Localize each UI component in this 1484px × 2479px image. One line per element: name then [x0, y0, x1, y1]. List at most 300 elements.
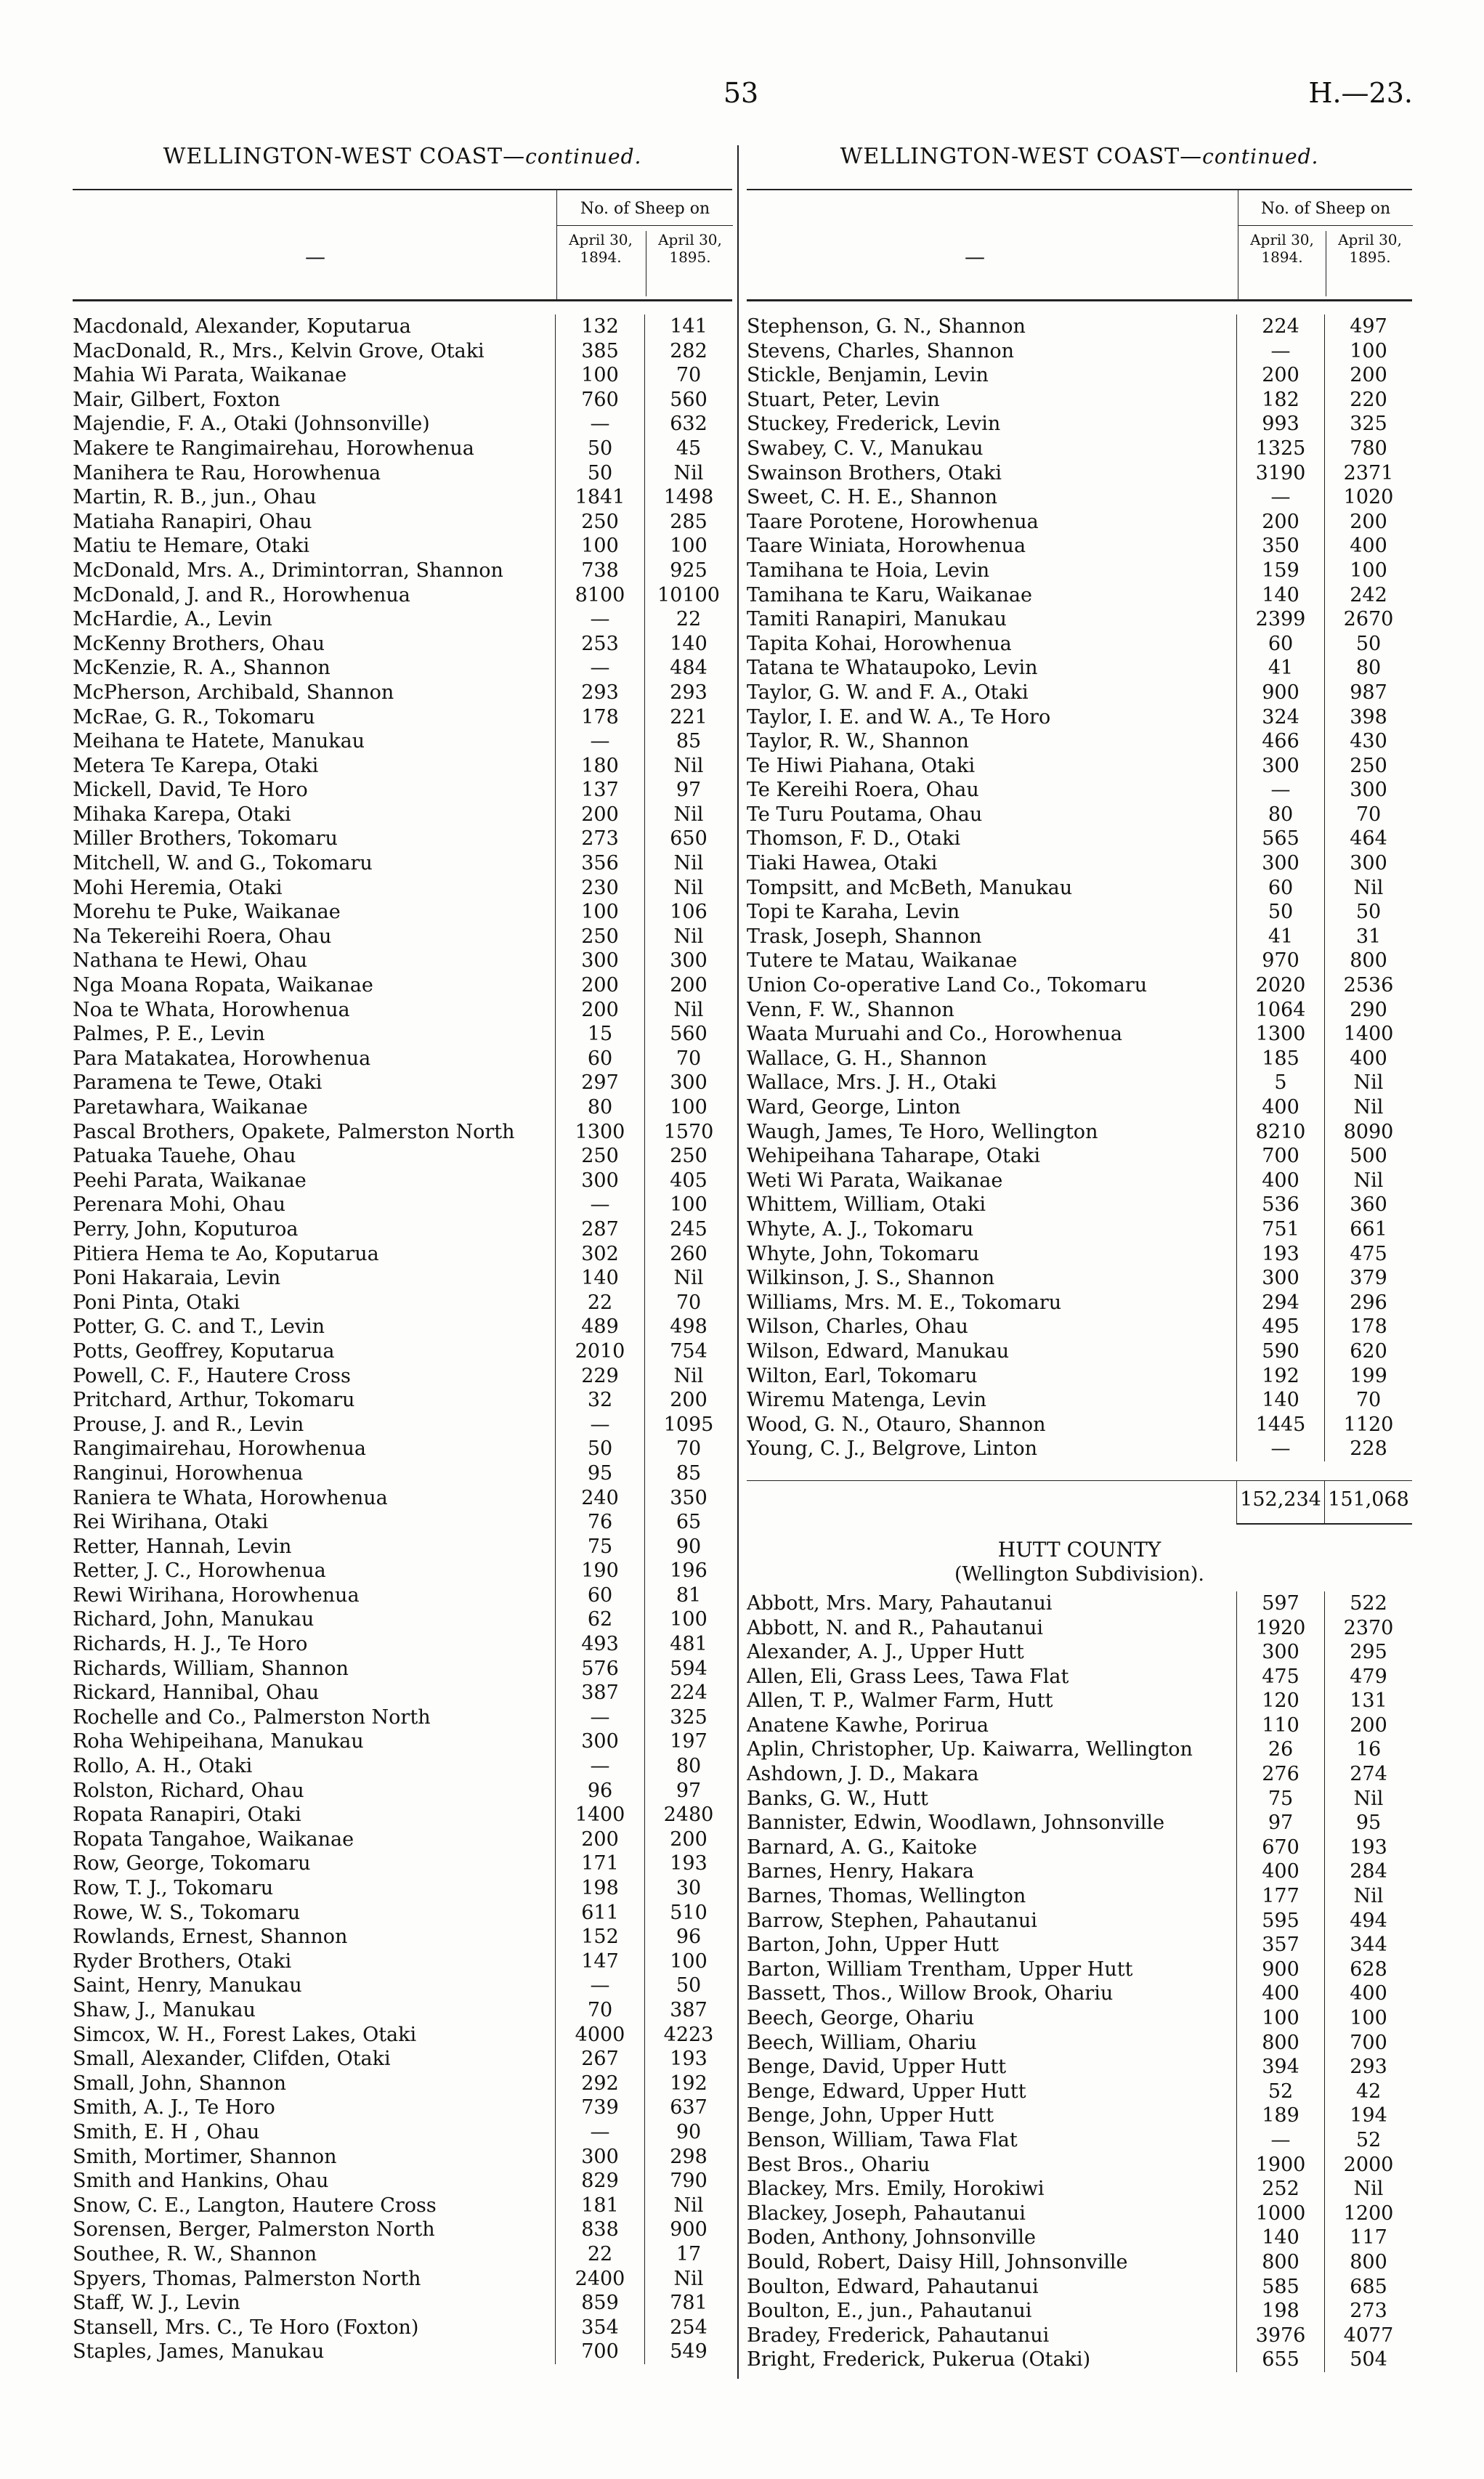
table-row [747, 1811, 1412, 1835]
owner-name: Tamihana te Hoia, Levin [747, 559, 990, 582]
table-row [747, 1022, 1412, 1047]
sheep-1895: 80 [1324, 656, 1412, 681]
owner-name: Thomson, F. D., Otaki [747, 827, 961, 851]
sheep-1895: 484 [644, 656, 732, 681]
table-row [747, 1047, 1412, 1071]
sheep-1894: — [1236, 2128, 1324, 2153]
sheep-1895: Nil [644, 998, 732, 1023]
owner-name: Benge, David, Upper Hutt [747, 2056, 1007, 2079]
sheep-1895: 245 [644, 1217, 732, 1242]
owner-name: Stickle, Benjamin, Levin [747, 364, 989, 387]
owner-name: Richards, H. J., Te Horo [73, 1633, 308, 1656]
table-row [73, 1705, 732, 1730]
sheep-1895: 498 [644, 1315, 732, 1339]
owner-name: Rollo, A. H., Otaki [73, 1755, 253, 1778]
sheep-1895: 504 [1324, 2348, 1412, 2372]
table-row [747, 607, 1412, 632]
owner-name: Bould, Robert, Daisy Hill, Johnsonville [747, 2250, 1128, 2273]
table-row [747, 2153, 1412, 2178]
sheep-1894: 70 [555, 1998, 644, 2023]
sheep-1895: 754 [644, 1339, 732, 1364]
table-row [73, 2169, 732, 2194]
table-row [73, 754, 732, 779]
sheep-1895: 594 [644, 1657, 732, 1681]
owner-name: Retter, Hannah, Levin [73, 1535, 292, 1558]
sheep-1895: 85 [644, 729, 732, 754]
sheep-1895: 97 [644, 1779, 732, 1804]
sheep-1895: 221 [644, 705, 732, 730]
owner-name: Te Turu Poutama, Ohau [747, 803, 983, 826]
left-sheep-label: No. of Sheep on [557, 198, 733, 226]
owner-name: Majendie, F. A., Otaki (Johnsonville) [73, 413, 430, 436]
sheep-1894: 276 [1236, 1762, 1324, 1787]
table-row [73, 973, 732, 998]
table-row [747, 1981, 1412, 2006]
table-row [747, 1787, 1412, 1811]
owner-name: Te Kereihi Roera, Ohau [747, 779, 979, 802]
sheep-1895: 293 [1324, 2055, 1412, 2080]
owner-name: Patuaka Tauehe, Ohau [73, 1145, 296, 1168]
table-row [747, 1737, 1412, 1762]
left-title-main: WELLINGTON-WEST COAST— [163, 144, 526, 169]
sheep-1894: 140 [555, 1266, 644, 1291]
right-title-main: WELLINGTON-WEST COAST— [840, 144, 1203, 169]
sheep-1894: 300 [1236, 1640, 1324, 1665]
sheep-1894: 293 [555, 681, 644, 705]
sheep-1895: 387 [644, 1998, 732, 2023]
sheep-1895: 400 [1324, 1047, 1412, 1071]
sheep-1895: 481 [644, 1632, 732, 1657]
sheep-1894: 4000 [555, 2023, 644, 2048]
owner-name: Mihaka Karepa, Otaki [73, 803, 291, 826]
table-row [747, 1217, 1412, 1242]
owner-name: Tompsitt, and McBeth, Manukau [747, 876, 1073, 899]
sheep-1895: 273 [1324, 2299, 1412, 2324]
sheep-1894: 200 [555, 1827, 644, 1852]
sheep-1894: 5 [1236, 1071, 1324, 1095]
owner-name: Benge, Edward, Upper Hutt [747, 2080, 1026, 2103]
sheep-1894: 800 [1236, 2250, 1324, 2275]
sheep-1894: 75 [555, 1535, 644, 1559]
sheep-1894: 110 [1236, 1713, 1324, 1738]
sheep-1895: 560 [644, 388, 732, 413]
sheep-1895: 140 [644, 632, 732, 657]
sheep-1894: 250 [555, 1144, 644, 1169]
sheep-1895: 193 [644, 1851, 732, 1876]
sheep-1895: 193 [644, 2047, 732, 2072]
sheep-1895: 620 [1324, 1339, 1412, 1364]
table-row [73, 2194, 732, 2218]
owner-name: Mickell, David, Te Horo [73, 779, 308, 802]
sheep-1894: 267 [555, 2047, 644, 2072]
owner-name: Tamihana te Karu, Waikanae [747, 583, 1033, 606]
sheep-1894: — [555, 1413, 644, 1437]
table-row [73, 1339, 732, 1364]
sheep-1894: 250 [555, 510, 644, 535]
owner-name: Peehi Parata, Waikanae [73, 1169, 307, 1192]
owner-name: Sorensen, Berger, Palmerston North [73, 2218, 435, 2241]
sheep-1894: 95 [555, 1461, 644, 1486]
table-row [747, 949, 1412, 973]
owner-name: Matiaha Ranapiri, Ohau [73, 510, 312, 533]
table-row [73, 1949, 732, 1974]
sheep-1895: 200 [644, 1388, 732, 1413]
owner-name: Waata Muruahi and Co., Horowhenua [747, 1023, 1123, 1046]
table-row [747, 656, 1412, 681]
right-column [747, 142, 1412, 2372]
sheep-1895: 379 [1324, 1266, 1412, 1291]
sheep-1894: 178 [555, 705, 644, 730]
owner-name: McDonald, J. and R., Horowhenua [73, 583, 410, 606]
sheep-1895: 900 [644, 2218, 732, 2242]
sheep-1894: 350 [1236, 534, 1324, 559]
table-row [73, 1217, 732, 1242]
owner-name: Waugh, James, Te Horo, Wellington [747, 1120, 1098, 1143]
table-row [73, 607, 732, 632]
sheep-1895: 50 [1324, 632, 1412, 657]
table-row [747, 2006, 1412, 2031]
owner-name: Perry, John, Koputuroa [73, 1217, 299, 1241]
sheep-1895: 2371 [1324, 461, 1412, 486]
owner-name: Taare Porotene, Horowhenua [747, 510, 1039, 533]
sheep-1894: 829 [555, 2169, 644, 2194]
owner-name: Smith, A. J., Te Horo [73, 2096, 275, 2119]
table-row [73, 559, 732, 583]
sheep-1894: 294 [1236, 1291, 1324, 1315]
table-row [73, 1729, 732, 1754]
sheep-1894: 670 [1236, 1835, 1324, 1860]
left-sheep-header [556, 190, 733, 299]
sheep-1894: 140 [1236, 2226, 1324, 2250]
sheep-1894: 41 [1236, 656, 1324, 681]
table-row [747, 2226, 1412, 2250]
sheep-1894: — [555, 1193, 644, 1217]
table-row [73, 681, 732, 705]
sheep-1894: 385 [555, 339, 644, 364]
table-row [747, 1957, 1412, 1982]
total-row [747, 1480, 1412, 1525]
table-row [73, 1901, 732, 1926]
sheep-1894: 739 [555, 2095, 644, 2120]
sheep-1894: 252 [1236, 2177, 1324, 2202]
owner-name: Rangimairehau, Horowhenua [73, 1437, 366, 1461]
sheep-1894: 180 [555, 754, 644, 779]
sheep-1895: 290 [1324, 998, 1412, 1023]
sheep-1894: 300 [555, 1729, 644, 1754]
sheep-1894: 302 [555, 1242, 644, 1267]
table-row [73, 2095, 732, 2120]
sheep-1894: 62 [555, 1607, 644, 1632]
owner-name: Makere te Rangimairehau, Horowhenua [73, 437, 474, 460]
table-row [747, 1413, 1412, 1437]
table-row [73, 1754, 732, 1779]
total-1895: 151,068 [1324, 1481, 1412, 1525]
sheep-1894: 493 [555, 1632, 644, 1657]
table-row [73, 2072, 732, 2096]
owner-name: McKenzie, R. A., Shannon [73, 657, 331, 680]
table-row [73, 1607, 732, 1632]
sheep-1895: 90 [644, 1535, 732, 1559]
sheep-1895: 1200 [1324, 2202, 1412, 2226]
sheep-1895: 800 [1324, 2250, 1412, 2275]
left-column [73, 142, 732, 2364]
table-row [747, 363, 1412, 388]
table-row [73, 876, 732, 901]
table-row [747, 1689, 1412, 1713]
sheep-1895: 350 [644, 1486, 732, 1511]
sheep-1895: 100 [644, 1193, 732, 1217]
sheep-1894: 1920 [1236, 1616, 1324, 1641]
sheep-1894: 357 [1236, 1933, 1324, 1957]
sheep-1894: 394 [1236, 2055, 1324, 2080]
owner-name: Roha Wehipeihana, Manukau [73, 1730, 364, 1753]
table-row [73, 1291, 732, 1315]
table-row [747, 1193, 1412, 1217]
left-title-continued: continued. [525, 145, 642, 169]
sheep-1895: 228 [1324, 1437, 1412, 1461]
table-row [747, 754, 1412, 779]
sheep-1895: 560 [644, 1022, 732, 1047]
sheep-1894: 2010 [555, 1339, 644, 1364]
owner-name: Row, T. J., Tokomaru [73, 1877, 274, 1899]
sheep-1895: Nil [644, 2267, 732, 2292]
owner-name: Anatene Kawhe, Porirua [747, 1713, 989, 1737]
sheep-1895: 632 [644, 412, 732, 437]
sheep-1894: 41 [1236, 925, 1324, 949]
owner-name: Te Hiwi Piahana, Otaki [747, 754, 976, 777]
table-row [73, 656, 732, 681]
owner-name: McDonald, Mrs. A., Drimintorran, Shannon [73, 559, 503, 582]
sheep-1895: 2536 [1324, 973, 1412, 998]
owner-name: Shaw, J., Manukau [73, 1998, 256, 2021]
sheep-1895: 400 [1324, 1981, 1412, 2006]
sheep-1894: 253 [555, 632, 644, 657]
owner-name: Stevens, Charles, Shannon [747, 339, 1015, 362]
sheep-1895: 1020 [1324, 485, 1412, 510]
right-sheep-header [1238, 190, 1413, 299]
table-row [73, 1461, 732, 1486]
sheep-1894: 100 [1236, 2006, 1324, 2031]
table-row [73, 827, 732, 851]
owner-name: Mahia Wi Parata, Waikanae [73, 364, 347, 387]
table-row [747, 632, 1412, 657]
sheep-1894: 300 [1236, 1266, 1324, 1291]
sheep-1894: 993 [1236, 412, 1324, 437]
sheep-1895: 300 [644, 1071, 732, 1095]
sheep-1895: Nil [1324, 1884, 1412, 1909]
owner-name: Mitchell, W. and G., Tokomaru [73, 852, 373, 875]
owner-name: Wilkinson, J. S., Shannon [747, 1267, 995, 1290]
sheep-1894: 1445 [1236, 1413, 1324, 1437]
owner-name: Para Matakatea, Horowhenua [73, 1047, 371, 1070]
sheep-1895: 97 [644, 778, 732, 803]
sheep-1894: 324 [1236, 705, 1324, 730]
sheep-1895: 781 [644, 2291, 732, 2316]
sheep-1894: — [555, 1754, 644, 1779]
table-row [747, 681, 1412, 705]
sheep-1895: 117 [1324, 2226, 1412, 2250]
sheep-1895: 141 [644, 315, 732, 339]
owner-name: Tatana te Whataupoko, Levin [747, 657, 1038, 680]
sheep-1895: 800 [1324, 949, 1412, 973]
table-row [747, 1144, 1412, 1169]
sheep-1895: Nil [1324, 2177, 1412, 2202]
owner-name: Richards, William, Shannon [73, 1657, 349, 1680]
sheep-1895: 200 [644, 973, 732, 998]
sheep-1895: 70 [644, 1047, 732, 1071]
sheep-1894: 3976 [1236, 2324, 1324, 2348]
sheep-1895: 497 [1324, 315, 1412, 339]
owner-name: Boden, Anthony, Johnsonville [747, 2226, 1037, 2249]
sheep-1894: 489 [555, 1315, 644, 1339]
table-row [747, 1242, 1412, 1267]
hutt-county-heading [747, 1538, 1412, 1587]
table-row [747, 1095, 1412, 1120]
owner-name: Boulton, E., jun., Pahautanui [747, 2300, 1032, 2323]
table-row [747, 2055, 1412, 2080]
sheep-1894: 900 [1236, 1957, 1324, 1982]
sheep-1894: 800 [1236, 2031, 1324, 2056]
sheep-1894: 590 [1236, 1339, 1324, 1364]
table-row [747, 485, 1412, 510]
sheep-1894: 200 [555, 973, 644, 998]
owner-name: Poni Hakaraia, Levin [73, 1267, 281, 1290]
sheep-1895: 464 [1324, 827, 1412, 851]
sheep-1895: 475 [1324, 1242, 1412, 1267]
sheep-1894: 50 [1236, 900, 1324, 925]
owner-name: Potter, G. C. and T., Levin [73, 1315, 325, 1339]
sheep-1895: 45 [644, 437, 732, 461]
owner-name: Prouse, J. and R., Levin [73, 1413, 304, 1436]
owner-name: Alexander, A. J., Upper Hutt [747, 1641, 1024, 1664]
table-row [747, 827, 1412, 851]
owner-name: Ward, George, Linton [747, 1096, 961, 1119]
sheep-1895: 522 [1324, 1591, 1412, 1616]
table-row [747, 2202, 1412, 2226]
sheep-1895: 296 [1324, 1291, 1412, 1315]
table-row [747, 729, 1412, 754]
table-row [73, 1779, 732, 1804]
table-row [73, 1266, 732, 1291]
owner-name: Manihera te Rau, Horowhenua [73, 461, 381, 484]
table-row [747, 559, 1412, 583]
sheep-1894: 60 [555, 1047, 644, 1071]
table-row [73, 1657, 732, 1681]
owner-name: Barnes, Thomas, Wellington [747, 1885, 1026, 1908]
table-row [747, 510, 1412, 535]
sheep-1894: 838 [555, 2218, 644, 2242]
sheep-1894: 52 [1236, 2080, 1324, 2104]
owner-name: Smith and Hankins, Ohau [73, 2170, 329, 2193]
table-row [73, 1486, 732, 1511]
table-row [73, 1681, 732, 1705]
sheep-1895: 106 [644, 900, 732, 925]
owner-name: Wallace, G. H., Shannon [747, 1047, 987, 1070]
table-row [73, 2023, 732, 2048]
sheep-1894: 140 [1236, 1388, 1324, 1413]
sheep-1895: 650 [644, 827, 732, 851]
owner-name: Best Bros., Ohariu [747, 2153, 930, 2176]
owner-name: Paretawhara, Waikanae [73, 1096, 308, 1119]
owner-name: Southee, R. W., Shannon [73, 2242, 317, 2265]
sheep-1894: 700 [1236, 1144, 1324, 1169]
owner-name: Macdonald, Alexander, Koputarua [73, 315, 411, 338]
sheep-1894: 1064 [1236, 998, 1324, 1023]
table-row [747, 2128, 1412, 2153]
sheep-1895: 254 [644, 2316, 732, 2340]
sheep-1895: Nil [644, 851, 732, 876]
table-row [73, 803, 732, 827]
owner-name: Pitiera Hema te Ao, Koputarua [73, 1242, 379, 1265]
table-row [747, 1762, 1412, 1787]
sheep-1894: 185 [1236, 1047, 1324, 1071]
table-row [747, 2031, 1412, 2056]
sheep-1895: 100 [1324, 559, 1412, 583]
sheep-1895: 4223 [644, 2023, 732, 2048]
table-row [747, 2177, 1412, 2202]
table-row [73, 1583, 732, 1608]
table-row [73, 1169, 732, 1193]
owner-name: Pritchard, Arthur, Tokomaru [73, 1389, 355, 1412]
sheep-1894: 60 [1236, 876, 1324, 901]
owner-name: Taare Winiata, Horowhenua [747, 535, 1026, 558]
left-table-header [73, 189, 732, 301]
sheep-1894: 387 [555, 1681, 644, 1705]
owner-name: Noa te Whata, Horowhenua [73, 998, 350, 1021]
table-row [73, 510, 732, 535]
owner-name: Na Tekereihi Roera, Ohau [73, 925, 332, 948]
sheep-1894: 159 [1236, 559, 1324, 583]
table-row [747, 412, 1412, 437]
owner-name: Stuart, Peter, Levin [747, 388, 940, 411]
table-row [747, 1909, 1412, 1934]
table-row [73, 1925, 732, 1949]
sheep-1895: Nil [1324, 1095, 1412, 1120]
owner-name: Union Co-operative Land Co., Tokomaru [747, 974, 1148, 997]
table-row [73, 2047, 732, 2072]
sheep-1894: 970 [1236, 949, 1324, 973]
table-row [747, 1071, 1412, 1095]
owner-name: Mohi Heremia, Otaki [73, 876, 283, 899]
sheep-1894: 354 [555, 2316, 644, 2340]
table-row [73, 778, 732, 803]
owner-name: Young, C. J., Belgrove, Linton [747, 1437, 1038, 1461]
sheep-1895: 70 [644, 363, 732, 388]
sheep-1894: 100 [555, 534, 644, 559]
sheep-1895: 1400 [1324, 1022, 1412, 1047]
table-row [747, 2348, 1412, 2372]
table-row [73, 1535, 732, 1559]
owner-name: Barton, William Trentham, Upper Hutt [747, 1957, 1133, 1981]
sheep-1894: 2399 [1236, 607, 1324, 632]
sheep-1895: 31 [1324, 925, 1412, 949]
table-row [73, 1388, 732, 1413]
table-row [73, 1095, 732, 1120]
right-title-continued: continued. [1202, 145, 1319, 169]
hutt-county-title: HUTT COUNTY [997, 1537, 1161, 1562]
sheep-1894: 60 [555, 1583, 644, 1608]
owner-name: Spyers, Thomas, Palmerston North [73, 2267, 421, 2290]
table-row [73, 900, 732, 925]
sheep-1894: 400 [1236, 1981, 1324, 2006]
owner-name: Whyte, A. J., Tokomaru [747, 1217, 974, 1241]
sheep-1895: 344 [1324, 1933, 1412, 1957]
sheep-1895: 987 [1324, 681, 1412, 705]
table-row [73, 1413, 732, 1437]
table-row [747, 2250, 1412, 2275]
table-row [747, 803, 1412, 827]
sheep-1895: 70 [1324, 803, 1412, 827]
